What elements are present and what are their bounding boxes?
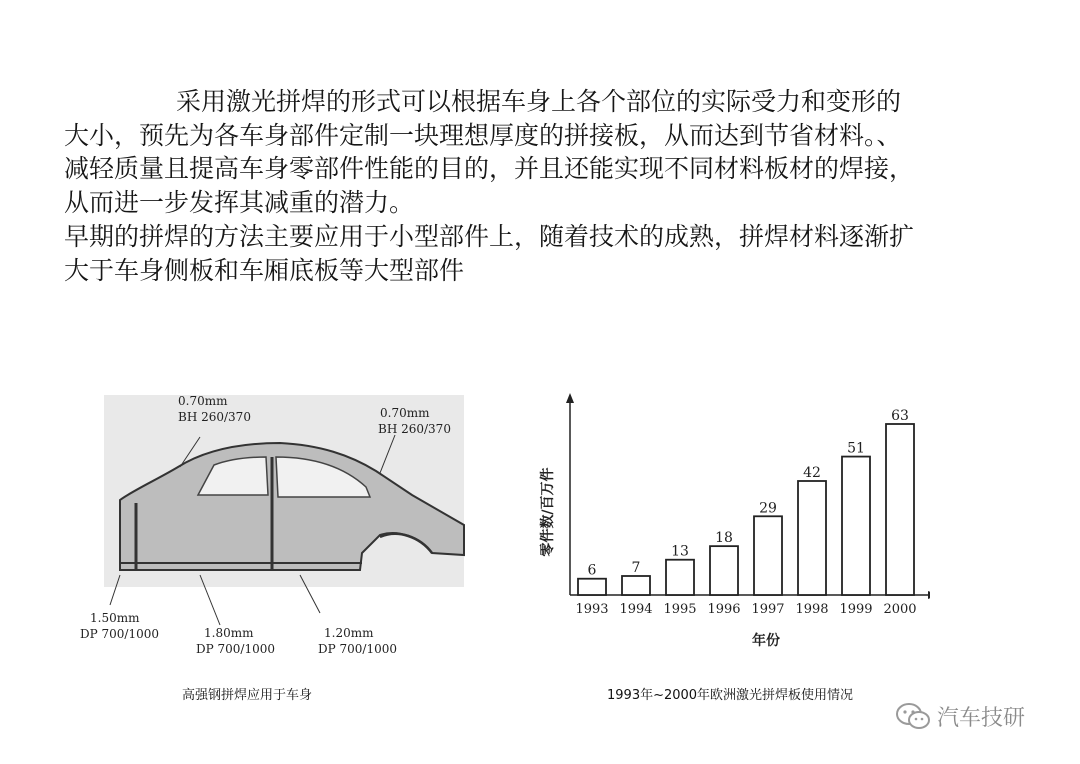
bar-value-1998: 42 bbox=[803, 465, 821, 481]
bar-2000 bbox=[886, 424, 914, 595]
label-front-thickness: 1.50mm bbox=[90, 611, 140, 625]
label-sill-material: DP 700/1000 bbox=[196, 642, 275, 656]
bar-value-1996: 18 bbox=[715, 530, 733, 547]
label-rear-sill-material: DP 700/1000 bbox=[318, 642, 397, 656]
bar-1994 bbox=[622, 576, 650, 595]
car-body-figure bbox=[80, 385, 480, 665]
bar-1998 bbox=[798, 481, 826, 595]
label-rear-thickness: 0.70mm bbox=[380, 406, 430, 420]
label-rear-sill-thickness: 1.20mm bbox=[324, 626, 374, 640]
chart-axes bbox=[566, 393, 930, 599]
bar-1996 bbox=[710, 546, 738, 595]
bar-1993 bbox=[578, 579, 606, 595]
x-axis-label: 年份 bbox=[752, 633, 780, 649]
bar-1997 bbox=[754, 516, 782, 595]
y-axis-label: 零件数/百万件 bbox=[540, 467, 556, 557]
watermark bbox=[895, 701, 1025, 732]
watermark-text: 汽车技研 bbox=[937, 706, 1026, 731]
label-front-material: DP 700/1000 bbox=[80, 627, 159, 641]
tick-label-1995: 1995 bbox=[663, 602, 697, 617]
chart-caption: 1993年~2000年欧洲激光拼焊板使用情况 bbox=[607, 688, 854, 703]
bar-value-1997: 29 bbox=[759, 500, 777, 517]
wechat-icon bbox=[895, 702, 931, 732]
label-roof-thickness: 0.70mm bbox=[178, 394, 228, 408]
usage-bar-chart bbox=[530, 385, 930, 655]
x-axis-arrow bbox=[928, 591, 930, 599]
car-figure-caption: 高强钢拼焊应用于车身 bbox=[182, 688, 313, 703]
tick-label-2000: 2000 bbox=[883, 602, 917, 617]
tick-label-1997: 1997 bbox=[751, 602, 785, 617]
tick-label-1996: 1996 bbox=[707, 602, 741, 617]
bar-value-1993: 6 bbox=[587, 562, 597, 579]
bar-value-2000: 63 bbox=[891, 408, 909, 424]
label-roof-material: BH 260/370 bbox=[178, 410, 251, 424]
tick-label-1994: 1994 bbox=[619, 602, 653, 617]
tick-label-1999: 1999 bbox=[839, 602, 873, 617]
bar-1995 bbox=[666, 560, 694, 595]
bar-value-1994: 7 bbox=[631, 560, 641, 576]
intro-paragraph: 采用激光拼焊的形式可以根据车身上各个部位的实际受力和变形的大小，预先为各车身部件定制一块理想厚度的拼接板，从而达到节省材料。、减轻质量且提高车身零部件性能的目的，并且还能实现不同材料板材的焊接，从而进一步发挥其减重的潜力。 bbox=[64, 87, 915, 217]
label-sill-thickness: 1.80mm bbox=[204, 626, 254, 640]
tick-label-1993: 1993 bbox=[575, 602, 609, 617]
bar-value-1995: 13 bbox=[671, 543, 689, 560]
bar-value-1999: 51 bbox=[847, 440, 865, 457]
tick-label-1998: 1998 bbox=[795, 602, 829, 617]
y-axis-arrow bbox=[566, 393, 574, 403]
bar-1999 bbox=[842, 457, 870, 595]
history-paragraph: 早期的拼焊的方法主要应用于小型部件上，随着技术的成熟，拼焊材料逐渐扩大于车身侧板和车厢底板等大型部件 bbox=[64, 222, 915, 285]
label-rear-material: BH 260/370 bbox=[378, 422, 451, 436]
